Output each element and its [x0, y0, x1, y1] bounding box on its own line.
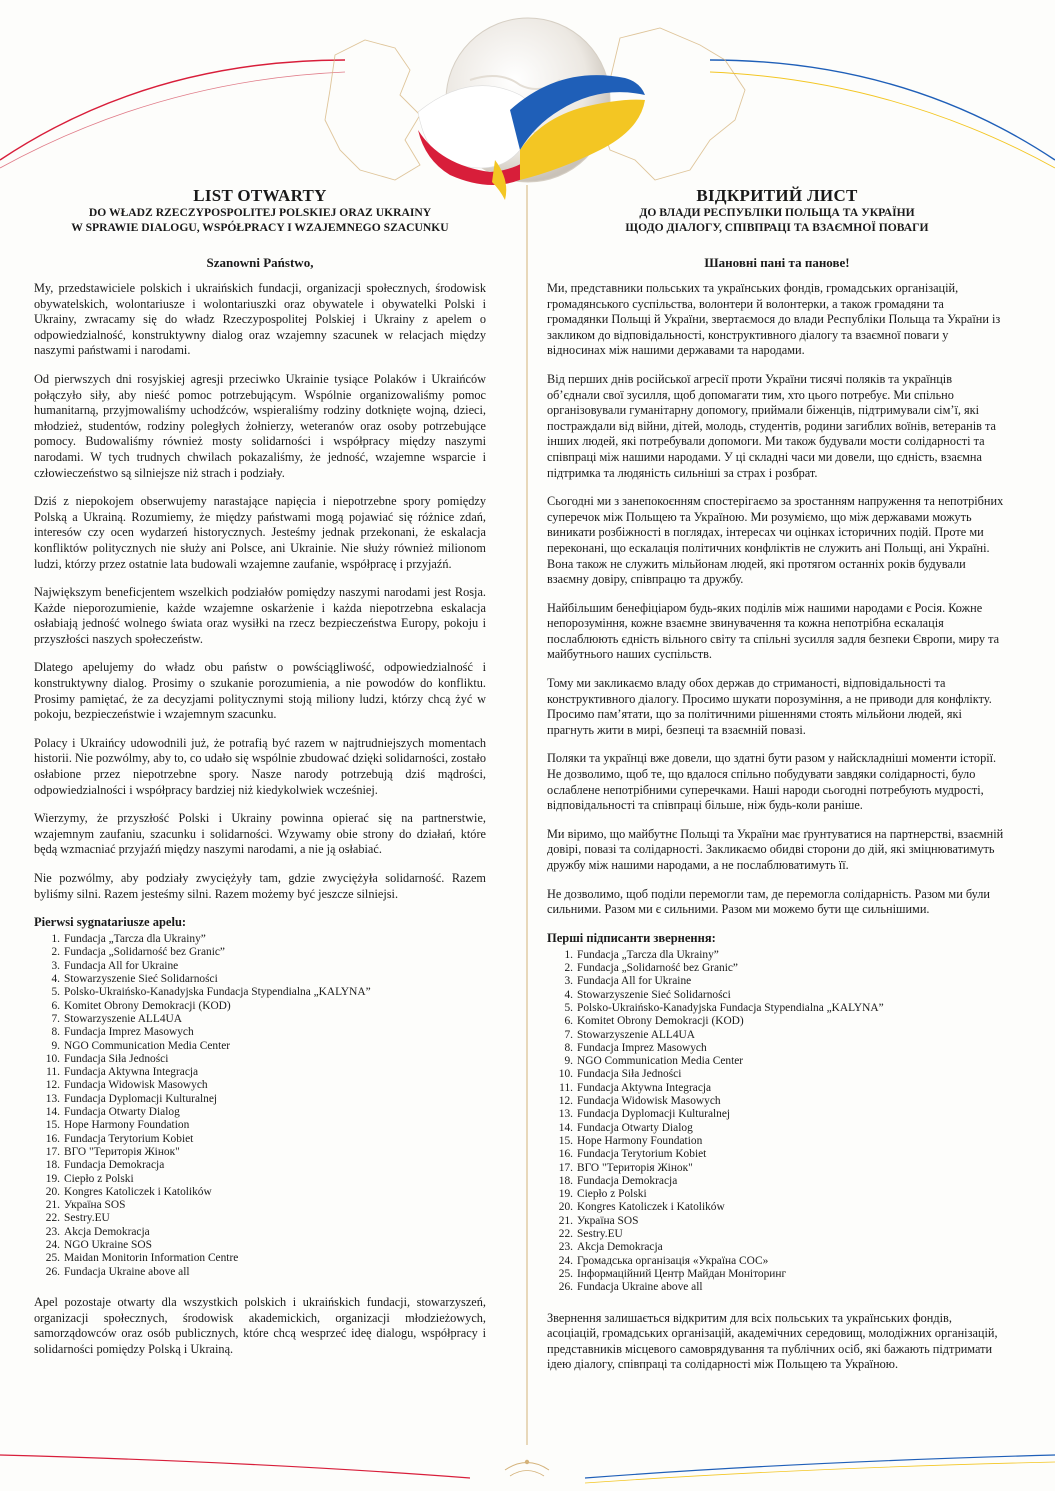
signatory-item: 20. Kongres Katoliczek i Katolików	[45, 1185, 212, 1198]
polish-paragraph: My, przedstawiciele polskich i ukraińskich fundacji, organizacji społecznych, środowisk obywatelskich, wolontariusze i wolontariuszki oraz obywatele i obywatelki Polski i Ukrainy, zwracamy się do władz Rzeczypospolitej Polskiej i Ukrainy z apelem o odpowiedzialność, konstruktywny dialog oraz wzajemny szacunek w relacjach między naszymi państwami i narodami.	[34, 281, 486, 358]
signatory-item: 10. Fundacja Siła Jedności	[45, 1052, 169, 1065]
polish-paragraph: Polacy i Ukraińcy udowodnili już, że potrafią być razem w najtrudniejszych momentach historii. Nie pozwólmy, aby to, co udało się wspólnie zbudować dzięki solidarności, zostało osłabione przez niepotrzebne spory. Nasze narody potrzebują dziś mądrości, odpowiedzialności i współpracy bardziej niż kiedykolwiek wcześniej.	[34, 735, 486, 797]
polish-letter-title: LIST OTWARTY	[193, 186, 327, 205]
signatory-item: 6. Komitet Obrony Demokracji (KOD)	[51, 999, 231, 1012]
ukrainian-letter-title: ВІДКРИТИЙ ЛИСТ	[696, 186, 858, 205]
polish-letter-subtitle-2: W SPRAWIE DIALOGU, WSPÓŁPRACY I WZAJEMNEGO SZACUNKU	[71, 221, 449, 234]
signatory-item: 12. Fundacja Widowisk Masowych	[45, 1079, 208, 1092]
ukrainian-paragraph: Ми, представники польських та українських фондів, громадських організацій, громадянського суспільства, волонтери й волонтерки, а також громадяни та громадянки Польщі й України, звертаємося до влади Республіки Польща та України із закликом до відповідальності, конструктивного діалогу та взаємної поваги у відносинах між нашими державами та народами.	[547, 281, 1001, 358]
signatory-item: 25. Інформаційний Центр Майдан Моніторинг	[558, 1267, 787, 1280]
polish-paragraph: Dziś z niepokojem obserwujemy narastające napięcia i niepotrzebne spory pomiędzy Polską a Ukrainą. Rozumiemy, że między państwami mogą pojawiać się różnice zdań, interesów czy ocen wydarzeń historycznych. Jesteśmy jednak przekonani, że eskalacja konfliktów politycznych nie służy ani Polsce, ani Ukrainie. Nie służy również milionom ludzi, którzy przez ostatnie lata budowali wzajemne zaufanie, współpracę i przyjaźń.	[34, 494, 486, 571]
ukrainian-paragraph: Не дозволимо, щоб поділи перемогли там, де перемогла солідарність. Разом ми були сильними. Разом ми є сильними. Разом ми можемо бути ще сильнішими.	[547, 886, 990, 917]
signatory-item: 2. Fundacja „Solidarność bez Granic”	[51, 946, 225, 959]
signatory-item: 14. Fundacja Otwarty Dialog	[558, 1121, 693, 1134]
signatory-item: 15. Hope Harmony Foundation	[558, 1134, 703, 1147]
signatory-item: 19. Ciepło z Polski	[558, 1188, 647, 1201]
polish-letter-subtitle-1: DO WŁADZ RZECZYPOSPOLITEJ POLSKIEJ ORAZ UKRAINY	[88, 206, 432, 219]
signatory-item: 4. Stowarzyszenie Sieć Solidarności	[51, 973, 218, 986]
ukrainian-paragraph: Ми віримо, що майбутнє Польщі та України має ґрунтуватися на партнерстві, взаємній довірі, повазі та солідарності. Закликаємо обидві сторони до дій, які зміцнюватимуть дружбу між нашими народами, а не послаблюватимуть її.	[547, 826, 1004, 872]
signatory-item: 13. Fundacja Dyplomacji Kulturalnej	[45, 1092, 218, 1105]
signatory-item: 18. Fundacja Demokracja	[558, 1174, 678, 1187]
polish-paragraph: Od pierwszych dni rosyjskiej agresji przeciwko Ukrainie tysiące Polaków i Ukraińców połączyło siły, aby nieść pomoc potrzebującym. Wspólnie organizowaliśmy pomoc humanitarną, przyjmowaliśmy uchodźców, wspieraliśmy rodziny dotknięte wojną, dzieci, młodzież, studentów, rodziny poległych żołnierzy, weteranów oraz osoby potrzebujące pomocy. Budowaliśmy również mosty solidarności i współpracy między naszymi narodami. W tych trudnych chwilach pokazaliśmy, że jedność, wzajemne wsparcie i człowieczeństwo są silniejsze niż strach i podziały.	[34, 371, 486, 480]
signatory-item: 23. Akcja Demokracja	[45, 1225, 150, 1238]
signatory-item: 6. Komitet Obrony Demokracji (KOD)	[564, 1015, 744, 1028]
signatory-item: 7. Stowarzyszenie ALL4UA	[51, 1012, 182, 1025]
signatory-item: 8. Fundacja Imprez Masowych	[564, 1041, 707, 1054]
signatory-item: 16. Fundacja Terytorium Kobiet	[558, 1148, 707, 1161]
signatory-item: 26. Fundacja Ukraine above all	[558, 1281, 703, 1294]
ukrainian-paragraph: Від перших днів російської агресії проти України тисячі поляків та українців об’єднали свої зусилля, щоб допомагати тим, хто цього потребує. Ми спільно організовували гуманітарну допомогу, приймали біженців, підтримували сім’ї, які постраждали від війни, дітей, молодь, студентів, родини загиблих воїнів, ветеранів та інших людей, які потребували допомоги. Ми також будували мости солідарності та співпраці між нашими народами. У ці складні часи ми довели, що єдність, взаємна підтримка та людяність сильніші за страх і розбрат.	[547, 371, 997, 480]
ukrainian-letter-subtitle-2: ЩОДО ДІАЛОГУ, СПІВПРАЦІ ТА ВЗАЄМНОЇ ПОВАГИ	[625, 221, 929, 234]
ukrainian-signatories-list	[547, 949, 1007, 1295]
signatory-item: 9. NGO Communication Media Center	[564, 1055, 744, 1068]
signatory-item: 2. Fundacja „Solidarność bez Granic”	[564, 962, 738, 975]
signatory-item: 17. ВГО "Територія Жінок"	[45, 1145, 180, 1158]
top-right-blue-swoosh	[710, 60, 1055, 160]
polish-greeting: Szanowni Państwo,	[206, 255, 314, 270]
polish-signatories-list	[34, 933, 486, 1279]
signatory-item: 24. Громадська організація «Україна СОС»	[558, 1254, 769, 1267]
ukrainian-paragraph: Найбільшим бенефіціаром будь-яких поділів між нашими народами є Росія. Кожне непорозуміння, кожне взаємне звинувачення та кожна непотрібна ескалація послаблюють єдність вільного світу та спільні зусилля задля безпеки Європи, миру та майбутнього наших суспільств.	[547, 600, 1000, 662]
ukrainian-paragraph: Тому ми закликаємо владу обох держав до стриманості, відповідальності та конструктивного діалогу. Просимо шукати порозуміння, а не приводи для конфлікту. Просимо пам’ятати, що за політичними рішеннями стоять мільйони людей, які прагнуть жити в мирі, безпеці та взаємній повазі.	[547, 676, 992, 737]
polish-paragraph: Nie pozwólmy, aby podziały zwyciężyły tam, gdzie zwyciężyła solidarność. Razem byliśmy silni. Razem jesteśmy silni. Razem możemy być jeszcze silniejsi.	[34, 871, 486, 901]
signatory-item: 5. Polsko-Ukraińsko-Kanadyjska Fundacja Stypendialna „KALYNA”	[564, 1001, 884, 1014]
signatory-item: 17. ВГО "Територія Жінок"	[558, 1161, 693, 1174]
signatory-item: 8. Fundacja Imprez Masowych	[51, 1026, 194, 1039]
bottom-left-red-swoosh	[0, 1455, 470, 1478]
polish-letter-column	[34, 186, 486, 1357]
ukrainian-paragraph: Поляки та українці вже довели, що здатні бути разом у найскладніші моменти історії. Не дозволимо, щоб те, що вдалося спільно побудувати завдяки солідарності, було ослаблене непотрібними суперечками. Наші народи сьогодні потребують мудрості, відповідальності та співпраці більше, ніж будь-коли раніше.	[547, 751, 997, 813]
signatory-item: 5. Polsko-Ukraińsko-Kanadyjska Fundacja Stypendialna „KALYNA”	[51, 986, 371, 999]
signatory-item: 23. Akcja Demokracja	[558, 1241, 663, 1254]
signatory-item: 3. Fundacja All for Ukraine	[564, 975, 692, 988]
bottom-right-blue-swoosh	[585, 1455, 1055, 1478]
signatory-item: 24. NGO Ukraine SOS	[45, 1239, 152, 1252]
top-left-red-swoosh	[0, 60, 345, 160]
polish-signatories-heading: Pierwsi sygnatariusze apelu:	[34, 915, 187, 930]
ukrainian-signatories-heading: Перші підписанти звернення:	[547, 930, 716, 945]
top-right-yellow-swoosh	[710, 72, 1055, 168]
signatory-item: 21. Україна SOS	[45, 1199, 126, 1212]
signatory-item: 14. Fundacja Otwarty Dialog	[45, 1106, 180, 1119]
polish-paragraph: Dlatego apelujemy do władz obu państw o powściągliwość, odpowiedzialność i konstruktywny dialog. Prosimy o szukanie porozumienia, a nie powodów do konfliktu. Prosimy pamiętać, że za decyzjami politycznymi stoją miliony ludzi, którzy chcą żyć w pokoju, bezpieczeństwie i wzajemnym szacunku.	[34, 660, 486, 722]
signatory-item: 3. Fundacja All for Ukraine	[51, 959, 179, 972]
signatory-item: 18. Fundacja Demokracja	[45, 1159, 165, 1172]
signatory-item: 16. Fundacja Terytorium Kobiet	[45, 1132, 194, 1145]
ukrainian-closing-note: Звернення залишається відкритим для всіх польських та українських фондів, асоціацій, громадських організацій, академічних середовищ, молодіжних організацій, представників місцевого самоврядування та публічних осіб, які бажають підтримати ідею діалогу, співпраці та солідарності між Польщею та Україною.	[547, 1310, 998, 1372]
signatory-item: 20. Kongres Katoliczek i Katolików	[558, 1201, 725, 1214]
signatory-item: 9. NGO Communication Media Center	[51, 1039, 231, 1052]
poland-map-outline	[325, 40, 420, 180]
signatory-item: 11. Fundacja Aktywna Integracja	[46, 1066, 199, 1079]
signatory-item: 26. Fundacja Ukraine above all	[45, 1265, 190, 1278]
signatory-item: 25. Maidan Monitorin Information Centre	[45, 1252, 239, 1265]
top-left-pink-swoosh	[0, 72, 345, 168]
signatory-item: 21. Україна SOS	[558, 1214, 639, 1227]
signatory-item: 15. Hope Harmony Foundation	[45, 1119, 190, 1132]
signatory-item: 22. Sestry.EU	[45, 1212, 110, 1225]
globe-with-flag-ribbons-icon	[418, 18, 645, 200]
ukrainian-paragraph: Сьогодні ми з занепокоєнням спостерігаємо за зростанням напруження та непотрібних суперечок між Польщею та Україною. Ми розуміємо, що між державами можуть виникати розбіжності в поглядах, інтересах чи оцінках історичних подій. Проте ми переконані, що ескалація політичних конфліктів не служить ані Польщі, ані Україні. Вона також не служить мільйонам людей, які протягом останніх років будували взаємну довіру, співпрацю та дружбу.	[547, 494, 1004, 587]
ukrainian-greeting: Шановні пані та панове!	[704, 255, 850, 270]
signatory-item: 10. Fundacja Siła Jedności	[558, 1068, 682, 1081]
signatory-item: 12. Fundacja Widowisk Masowych	[558, 1095, 721, 1108]
polish-paragraph: Wierzymy, że przyszłość Polski i Ukrainy powinna opierać się na partnerstwie, wzajemnym zaufaniu, szacunku i solidarności. Wzywamy obie strony do działań, które będą wzmacniać przyjaźń między naszymi narodami, a nie ją osłabiać.	[34, 811, 486, 857]
signatory-item: 7. Stowarzyszenie ALL4UA	[564, 1028, 695, 1041]
signatory-item: 22. Sestry.EU	[558, 1228, 623, 1241]
polish-closing-note: Apel pozostaje otwarty dla wszystkich polskich i ukraińskich fundacji, stowarzyszeń, organizacji społecznych, środowisk akademickich, organizacji młodzieżowych, samorządowców oraz osób publicznych, które chcą wesprzeć ideę dialogu, współpracy i solidarności pomiędzy Polską i Ukrainą.	[34, 1294, 486, 1356]
ukrainian-letter-column	[547, 186, 1007, 1373]
signatory-item: 1. Fundacja „Tarcza dla Ukrainy”	[564, 948, 719, 961]
signatory-item: 4. Stowarzyszenie Sieć Solidarności	[564, 988, 731, 1001]
bottom-right-yellow-swoosh	[585, 1462, 1055, 1483]
ukraine-map-outline	[600, 28, 745, 180]
gold-divider-ornament-icon	[505, 1460, 549, 1476]
ukrainian-letter-subtitle-1: ДО ВЛАДИ РЕСПУБЛІКИ ПОЛЬЩА ТА УКРАЇНИ	[639, 206, 915, 219]
signatory-item: 13. Fundacja Dyplomacji Kulturalnej	[558, 1108, 731, 1121]
signatory-item: 19. Ciepło z Polski	[45, 1172, 134, 1185]
polish-paragraph: Największym beneficjentem wszelkich podziałów pomiędzy naszymi narodami jest Rosja. Każde nieporozumienie, każde wzajemne oskarżenie i każda niepotrzebna eskalacja osłabiają jedność wolnego świata oraz wysiłki na rzecz bezpieczeństwa Europy, pokoju i przyszłości naszych społeczeństw.	[34, 585, 486, 646]
signatory-item: 11. Fundacja Aktywna Integracja	[559, 1081, 712, 1094]
signatory-item: 1. Fundacja „Tarcza dla Ukrainy”	[51, 933, 206, 946]
